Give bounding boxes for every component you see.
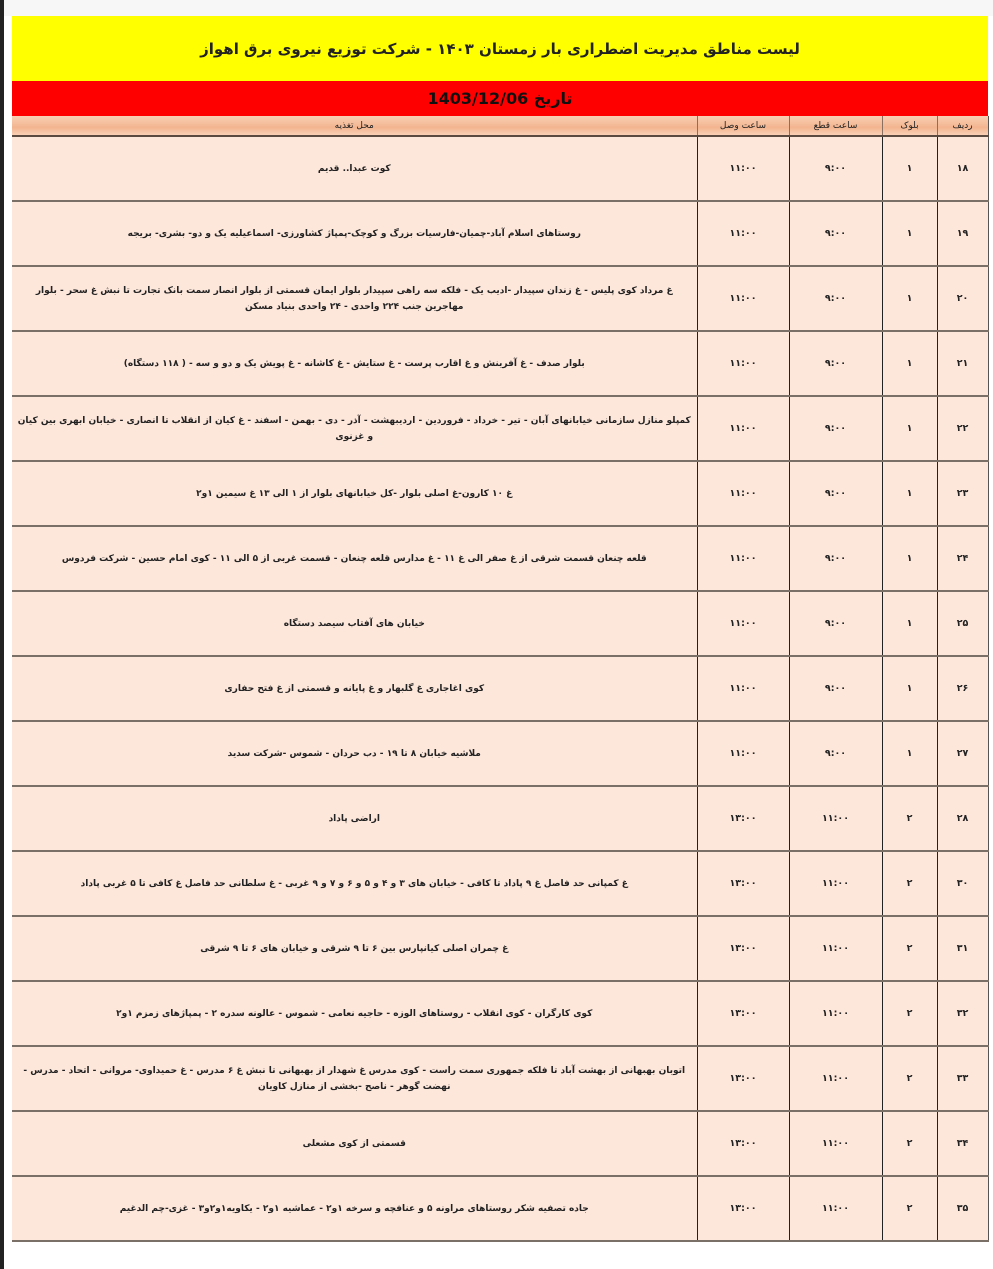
row-number-cell: ۱۹ — [937, 201, 988, 266]
document-title: لیست مناطق مدیریت اضطراری بار زمستان ۱۴۰۳ - شرکت توزیع نیروی برق اهواز — [200, 39, 800, 58]
connect-time-cell: ۱۱:۰۰ — [697, 591, 789, 656]
row-number-cell: ۱۸ — [937, 136, 988, 201]
location-cell: کوی اغاجاری غ گلبهار و غ پایانه و قسمتی از غ فتح حفاری — [12, 656, 697, 721]
connect-time-cell: ۱۱:۰۰ — [697, 656, 789, 721]
block-cell: ۱ — [882, 461, 937, 526]
cut-time-cell: ۱۱:۰۰ — [789, 1046, 882, 1111]
connect-time-cell: ۱۳:۰۰ — [697, 786, 789, 851]
row-number-cell: ۲۲ — [937, 396, 988, 461]
cut-time-cell: ۹:۰۰ — [789, 721, 882, 786]
location-cell: کوت عبدا.. قدیم — [12, 136, 697, 201]
table-row — [12, 591, 988, 656]
outage-schedule-sheet — [12, 16, 988, 1242]
connect-time-cell: ۱۳:۰۰ — [697, 981, 789, 1046]
location-cell: غ ۱۰ کارون-غ اصلی بلوار -کل خیابانهای بلوار از ۱ الی ۱۳ غ سیمین ۱و۲ — [12, 461, 697, 526]
date-band — [12, 81, 988, 116]
cut-time-cell: ۹:۰۰ — [789, 461, 882, 526]
connect-time-cell: ۱۱:۰۰ — [697, 526, 789, 591]
table-row — [12, 656, 988, 721]
block-cell: ۲ — [882, 1046, 937, 1111]
row-number-cell: ۳۴ — [937, 1111, 988, 1176]
table-row — [12, 721, 988, 786]
cut-time-cell: ۱۱:۰۰ — [789, 916, 882, 981]
connect-time-cell: ۱۱:۰۰ — [697, 331, 789, 396]
row-number-cell: ۳۵ — [937, 1176, 988, 1241]
header-connect-time: ساعت وصل — [697, 116, 789, 136]
table-row — [12, 1176, 988, 1241]
top-margin — [4, 0, 993, 16]
cut-time-cell: ۹:۰۰ — [789, 526, 882, 591]
cut-time-cell: ۱۱:۰۰ — [789, 1111, 882, 1176]
connect-time-cell: ۱۱:۰۰ — [697, 721, 789, 786]
row-number-cell: ۳۱ — [937, 916, 988, 981]
block-cell: ۱ — [882, 591, 937, 656]
cut-time-cell: ۹:۰۰ — [789, 396, 882, 461]
date-label: تاریخ 1403/12/06 — [427, 89, 573, 108]
location-cell: کوی کارگران - کوی انقلاب - روستاهای الوزه - حاجیه نعامی - شموس - عالونه سدره ۲ - پمپاژهای زمزم ۱و۲ — [12, 981, 697, 1046]
row-number-cell: ۲۷ — [937, 721, 988, 786]
outage-table — [12, 116, 989, 1242]
block-cell: ۲ — [882, 786, 937, 851]
row-number-cell: ۳۳ — [937, 1046, 988, 1111]
connect-time-cell: ۱۳:۰۰ — [697, 1046, 789, 1111]
header-row-number: ردیف — [937, 116, 988, 136]
connect-time-cell: ۱۱:۰۰ — [697, 396, 789, 461]
location-cell: روستاهای اسلام آباد-چمیان-فارسیات بزرگ و کوچک-پمپاژ کشاورزی- اسماعیلیه یک و دو- بشری- بریجه — [12, 201, 697, 266]
table-row — [12, 851, 988, 916]
row-number-cell: ۳۰ — [937, 851, 988, 916]
table-row — [12, 526, 988, 591]
table-row — [12, 916, 988, 981]
table-row — [12, 1111, 988, 1176]
table-row — [12, 981, 988, 1046]
cut-time-cell: ۹:۰۰ — [789, 331, 882, 396]
block-cell: ۱ — [882, 721, 937, 786]
location-cell: بلوار صدف - غ آفرینش و غ اقارب پرست - غ ستایش - غ کاشانه - غ پویش یک و دو و سه - ( ۱۱۸ دستگاه) — [12, 331, 697, 396]
cut-time-cell: ۹:۰۰ — [789, 591, 882, 656]
block-cell: ۲ — [882, 1176, 937, 1241]
location-cell: کمپلو منازل سازمانی خیابانهای آبان - تیر - خرداد - فروردین - اردیبهشت - آذر - دی - بهمن - اسفند - غ کیان از انقلاب تا انصاری - خیابان ابهری بین کیان و غزنوی — [12, 396, 697, 461]
cut-time-cell: ۱۱:۰۰ — [789, 981, 882, 1046]
block-cell: ۱ — [882, 396, 937, 461]
header-location: محل تغذیه — [12, 116, 697, 136]
block-cell: ۱ — [882, 331, 937, 396]
cut-time-cell: ۹:۰۰ — [789, 656, 882, 721]
connect-time-cell: ۱۳:۰۰ — [697, 851, 789, 916]
header-block: بلوک — [882, 116, 937, 136]
row-number-cell: ۲۴ — [937, 526, 988, 591]
location-cell: قسمتی از کوی مشعلی — [12, 1111, 697, 1176]
row-number-cell: ۳۲ — [937, 981, 988, 1046]
cut-time-cell: ۱۱:۰۰ — [789, 1176, 882, 1241]
row-number-cell: ۲۱ — [937, 331, 988, 396]
table-row — [12, 201, 988, 266]
row-number-cell: ۲۵ — [937, 591, 988, 656]
connect-time-cell: ۱۱:۰۰ — [697, 461, 789, 526]
connect-time-cell: ۱۱:۰۰ — [697, 136, 789, 201]
block-cell: ۱ — [882, 201, 937, 266]
table-row — [12, 786, 988, 851]
row-number-cell: ۲۶ — [937, 656, 988, 721]
block-cell: ۱ — [882, 136, 937, 201]
block-cell: ۱ — [882, 526, 937, 591]
location-cell: جاده تصفیه شکر روستاهای مراونه ۵ و عنافچه و سرخه ۱و۲ - عماشیه ۱و۲ - یکاویه۱و۲و۳ - غزی-چم الدغیم — [12, 1176, 697, 1241]
table-row — [12, 266, 988, 331]
table-body — [12, 136, 988, 1241]
block-cell: ۱ — [882, 656, 937, 721]
location-cell: اتوبان بهبهانی از بهشت آباد تا فلکه جمهوری سمت راست - کوی مدرس غ شهدار از بهبهانی تا نبش غ ۶ مدرس - غ حمیداوی- مروانی - اتحاد - مدرس - نهضت گوهر - ناصح -بخشی از منازل کاویان — [12, 1046, 697, 1111]
location-cell: غ چمران اصلی کیانپارس بین ۶ تا ۹ شرقی و خیابان های ۶ تا ۹ شرقی — [12, 916, 697, 981]
table-row — [12, 331, 988, 396]
cut-time-cell: ۹:۰۰ — [789, 136, 882, 201]
cut-time-cell: ۱۱:۰۰ — [789, 851, 882, 916]
location-cell: خیابان های آفتاب سیصد دستگاه — [12, 591, 697, 656]
block-cell: ۲ — [882, 981, 937, 1046]
header-cut-time: ساعت قطع — [789, 116, 882, 136]
block-cell: ۲ — [882, 916, 937, 981]
location-cell: ملاشیه خیابان ۸ تا ۱۹ - دب حردان - شموس -شرکت سدید — [12, 721, 697, 786]
table-row — [12, 461, 988, 526]
table-row — [12, 136, 988, 201]
connect-time-cell: ۱۳:۰۰ — [697, 1111, 789, 1176]
cut-time-cell: ۹:۰۰ — [789, 266, 882, 331]
connect-time-cell: ۱۱:۰۰ — [697, 266, 789, 331]
connect-time-cell: ۱۳:۰۰ — [697, 1176, 789, 1241]
connect-time-cell: ۱۳:۰۰ — [697, 916, 789, 981]
table-row — [12, 396, 988, 461]
cut-time-cell: ۱۱:۰۰ — [789, 786, 882, 851]
row-number-cell: ۲۳ — [937, 461, 988, 526]
location-cell: غ کمپانی حد فاصل غ ۹ پاداد تا کافی - خیابان های ۳ و ۴ و ۵ و ۶ و ۷ و ۹ غربی - غ سلطانی حد فاصل غ کافی تا ۵ غربی پاداد — [12, 851, 697, 916]
location-cell: اراضی پاداد — [12, 786, 697, 851]
block-cell: ۱ — [882, 266, 937, 331]
block-cell: ۲ — [882, 1111, 937, 1176]
row-number-cell: ۲۸ — [937, 786, 988, 851]
location-cell: غ مرداد کوی پلیس - غ زندان سپیدار -ادیب یک - فلکه سه راهی سپیدار بلوار ایمان قسمتی از بلوار انصار سمت بانک تجارت تا نبش غ سحر - بلوار مهاجرین جنب ۲۲۴ واحدی - ۲۴ واحدی بنیاد مسکن — [12, 266, 697, 331]
document-title-band — [12, 16, 988, 81]
window-edge — [0, 0, 4, 1269]
connect-time-cell: ۱۱:۰۰ — [697, 201, 789, 266]
table-row — [12, 1046, 988, 1111]
cut-time-cell: ۹:۰۰ — [789, 201, 882, 266]
location-cell: قلعه چنعان قسمت شرقی از غ صفر الی غ ۱۱ - غ مدارس قلعه چنعان - قسمت غربی از ۵ الی ۱۱ - کوی امام حسین - شرکت فردوس — [12, 526, 697, 591]
block-cell: ۲ — [882, 851, 937, 916]
table-header-row — [12, 116, 988, 136]
row-number-cell: ۲۰ — [937, 266, 988, 331]
